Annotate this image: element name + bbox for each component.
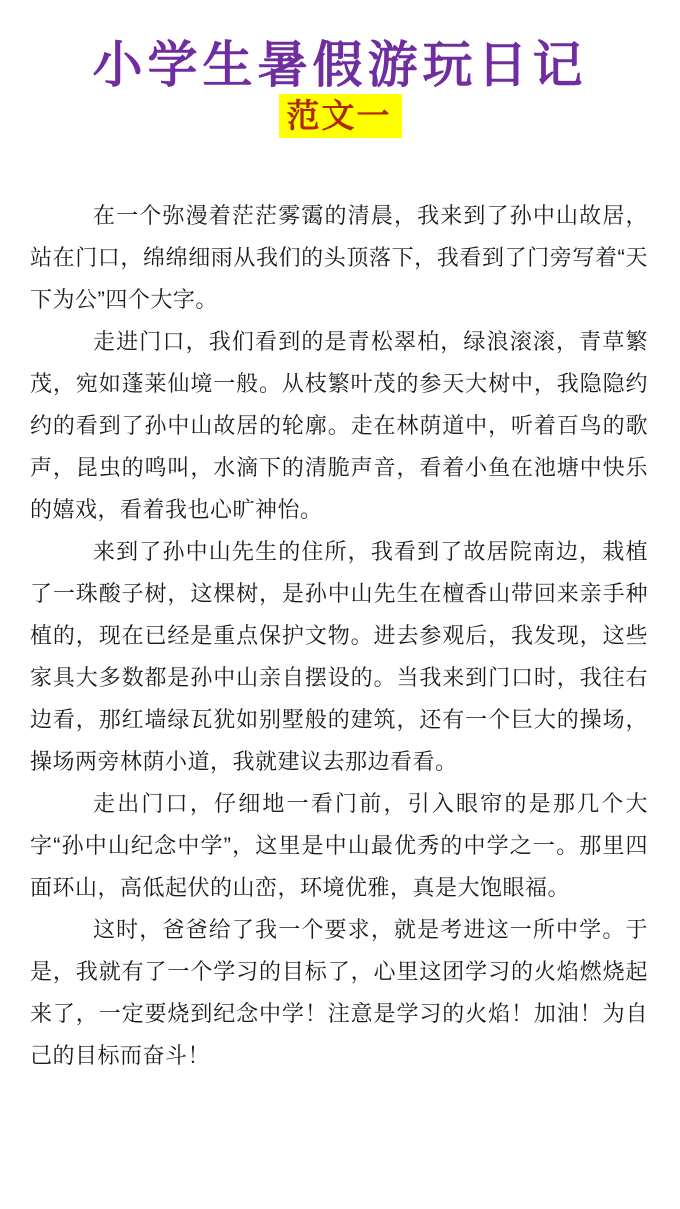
paragraph-5: 这时，爸爸给了我一个要求，就是考进这一所中学。于是，我就有了一个学习的目标了，心里这团学习的火焰燃烧起来了，一定要烧到纪念中学！注意是学习的火焰！加油！为自己的目标而奋斗！ [30,917,648,1068]
badge-row [0,94,680,145]
essay-body [30,195,648,1077]
paragraph-1: 在一个弥漫着茫茫雾霭的清晨，我来到了孙中山故居，站在门口，绵绵细雨从我们的头顶落下，我看到了门旁写着“天下为公”四个大字。 [30,203,648,312]
paragraph-2: 走进门口，我们看到的是青松翠柏，绿浪滚滚，青草繁茂，宛如蓬莱仙境一般。从枝繁叶茂的参天大树中，我隐隐约约的看到了孙中山故居的轮廓。走在林荫道中，听着百鸟的歌声，昆虫的鸣叫，水滴下的清脆声音，看着小鱼在池塘中快乐的嬉戏，看着我也心旷神怡。 [30,329,648,522]
paragraph-3: 来到了孙中山先生的住所，我看到了故居院南边，栽植了一珠酸子树，这棵树，是孙中山先生在檀香山带回来亲手种植的，现在已经是重点保护文物。进去参观后，我发现，这些家具大多数都是孙中山亲自摆设的。当我来到门口时，我往右边看，那红墙绿瓦犹如别墅般的建筑，还有一个巨大的操场，操场两旁林荫小道，我就建议去那边看看。 [30,539,648,774]
page-title: 小学生暑假游玩日记 [92,35,588,94]
section-badge: 范文一 [279,94,402,138]
paragraph-4: 走出门口，仔细地一看门前，引入眼帘的是那几个大字“孙中山纪念中学”，这里是中山最优秀的中学之一。那里四面环山，高低起伏的山峦，环境优雅，真是大饱眼福。 [30,791,648,900]
